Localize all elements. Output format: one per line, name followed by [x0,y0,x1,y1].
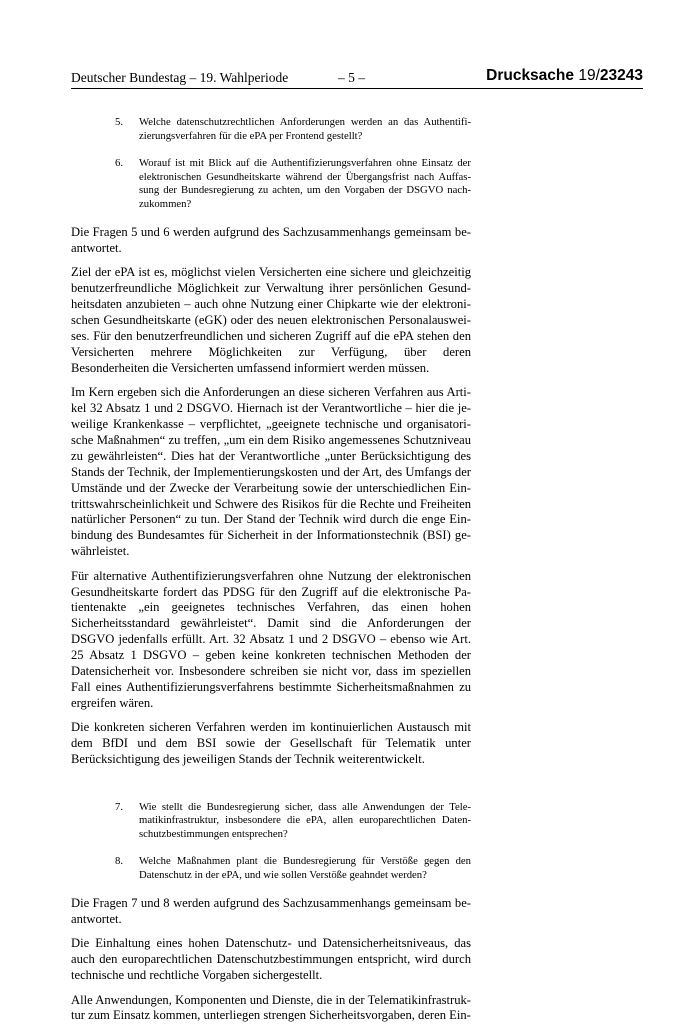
section-spacer [71,777,471,801]
answer-paragraph: Im Kern ergeben sich die Anforderungen an diese sicheren Verfahren aus Artikel 32 Absatz 1 und 2 DSGVO. Hiernach ist der Verantwortliche – hier die jeweilige Krankenkasse – verpflichtet, „geeignete technische und organisatorische Maßnahmen“ zu treffen, „um ein dem Risiko angemessenes Schutzniveau zu gewährleisten“. Dies hat der Verantwortliche „unter Berücksichtigung des Stands der Technik, der Implementierungskosten und der Art, des Umfangs der Umstände und der Zwecke der Verarbeitung sowie der unterschiedlichen Eintrittswahrscheinlichkeit und Schwere des Risikos für die Rechte und Freiheiten natürlicher Personen“ zu tun. Der Stand der Technik wird durch die enge Einbindung des Bundesamtes für Sicherheit in der Informationstechnik (BSI) gewährleistet. [71,385,471,559]
question-text: Welche Maßnahmen plant die Bundesregierung für Verstöße gegen den Datenschutz in der ePA, und wie sollen Verstöße geahndet werden? [139,855,471,881]
header-doc-number-a: 19/ [578,67,600,84]
answer-paragraph: Ziel der ePA ist es, möglichst vielen Versicherten eine sichere und gleichzeitig benutzerfreundliche Möglichkeit zur Verwaltung ihrer persönlichen Gesundheitsdaten anzubieten – auch ohne Nutzung einer Chipkarte wie der elektronischen Gesundheitskarte (eGK) oder des neuen elektronischen Personalausweises. Für den benutzerfreundlichen und sicheren Zugriff auf die ePA stehen den Versicherten mehrere Möglichkeiten zur Verfügung, über deren Besonderheiten die Versicherten umfassend informiert werden müssen. [71,265,471,375]
question-text: Worauf ist mit Blick auf die Authentifizierungsverfahren ohne Einsatz der elektronischen Gesundheitskarte während der Übergangsfrist nach Auffassung der Bundesregierung zu achten, um den Vorgaben der DSGVO nachzukommen? [139,157,471,210]
answer-paragraph: Alle Anwendungen, Komponenten und Dienste, die in der Telematikinfrastruktur zum Einsatz kommen, unterliegen strengen Sicherheitsvorgaben, deren Ein- [71,992,471,1023]
question-number: 8. [115,855,124,867]
question-7 [71,801,471,842]
question-5 [71,116,471,143]
question-text: Wie stellt die Bundesregierung sicher, dass alle Anwendungen der Telematikinfrastruktur, insbesondere die ePA, allen europarechtlichen Datenschutzbestimmungen entsprechen? [139,800,471,840]
header-document-number [486,67,643,85]
answer-paragraph: Die Fragen 7 und 8 werden aufgrund des Sachzusammenhangs gemeinsam beantwortet. [71,896,471,926]
page-header [71,67,643,89]
page-content [71,116,471,1033]
header-parliament-period: Deutscher Bundestag – 19. Wahlperiode [71,70,289,85]
header-doc-number-b: 23243 [599,67,643,84]
question-number: 6. [115,157,124,169]
question-6 [71,157,471,211]
header-page-number: – 5 – [338,70,365,85]
question-8 [71,855,471,882]
question-text: Welche datenschutzrechtlichen Anforderungen werden an das Authentifizierungsverfahren für die ePA per Frontend gestellt? [139,116,471,142]
answer-paragraph: Die Fragen 5 und 6 werden aufgrund des Sachzusammenhangs gemeinsam beantwortet. [71,225,471,255]
header-doc-label: Drucksache [486,67,575,84]
answer-paragraph: Die konkreten sicheren Verfahren werden im kontinuierlichen Austausch mit dem BfDI und dem BSI sowie der Gesellschaft für Telematik unter Berücksichtigung des jeweiligen Stands der Technik weiterentwickelt. [71,720,471,767]
question-number: 7. [115,800,124,813]
answer-paragraph: Die Einhaltung eines hohen Datenschutz- und Datensicherheitsniveaus, das auch den europarechtlichen Datenschutzbestimmungen entspricht, wird durch technische und rechtliche Vorgaben sichergestellt. [71,936,471,983]
answer-paragraph: Für alternative Authentifizierungsverfahren ohne Nutzung der elektronischen Gesundheitskarte fordert das PDSG für den Zugriff auf die elektronische Patientenakte „ein geeignetes technisches Verfahren, das einen hohen Sicherheitsstandard gewährleistet“. Damit sind die Anforderungen der DSGVO jedenfalls erfüllt. Art. 32 Absatz 1 und 2 DSGVO – ebenso wie Art. 25 Absatz 1 DSGVO – geben keine konkreten technischen Methoden der Datensicherheit vor. Insbesondere schreiben sie nicht vor, dass im speziellen Fall eines Authentifizierungsverfahrens bestimmte Sicherheitsmaßnahmen zu ergreifen wären. [71,568,471,710]
question-number: 5. [115,116,124,128]
